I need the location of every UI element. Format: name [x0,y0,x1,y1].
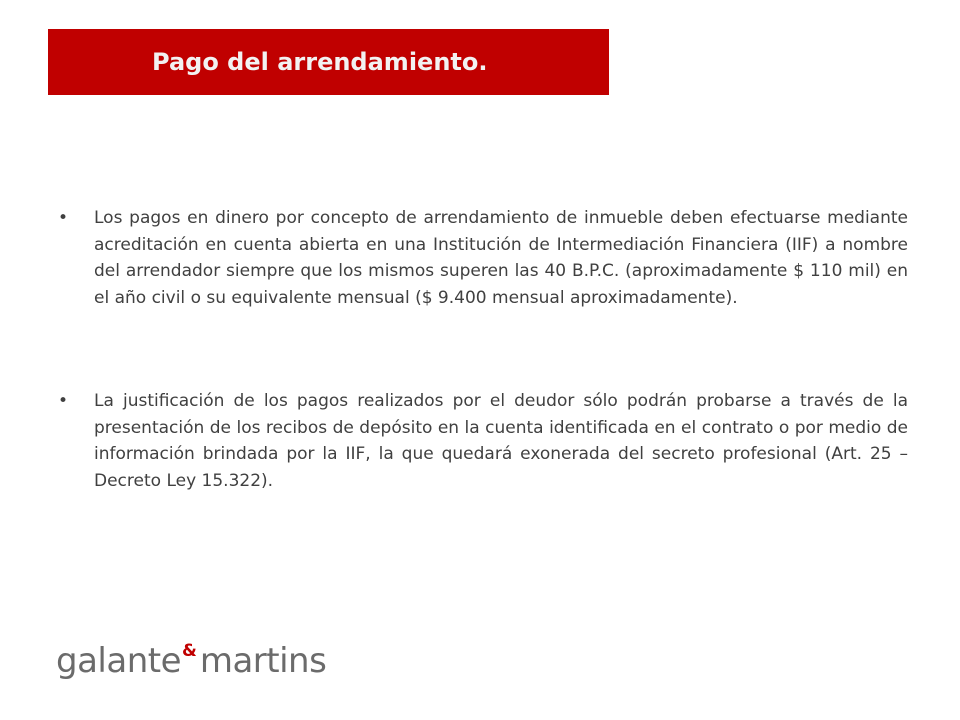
logo-word-martins: martins [199,641,327,681]
bullet-list [58,205,908,494]
logo-ampersand: & [182,641,197,661]
company-logo [56,636,326,686]
logo-word-galante: galante [56,641,181,681]
bullet-item-payments [58,205,908,311]
bullet-marker: • [58,391,69,411]
bullet-item-justification [58,388,908,494]
bullet-text-payments: Los pagos en dinero por concepto de arrendamiento de inmueble deben efectuarse mediante acreditación en cuenta abierta en una Institución de Intermediación Financiera (IIF) a nombre del arrendador siempre que los mismos superen las 40 B.P.C. (aproximadamente $ 110 mil) en el año civil o su equivalente mensual ($ 9.400 mensual aproximadamente). [94,208,908,308]
title-banner [48,29,609,95]
slide-title: Pago del arrendamiento. [152,48,488,76]
bullet-marker: • [58,208,69,228]
bullet-text-justification: La justificación de los pagos realizados por el deudor sólo podrán probarse a través de la presentación de los recibos de depósito en la cuenta identificada en el contrato o por medio de información brindada por la IIF, la que quedará exonerada del secreto profesional (Art. 25 – Decreto Ley 15.322). [94,391,908,491]
